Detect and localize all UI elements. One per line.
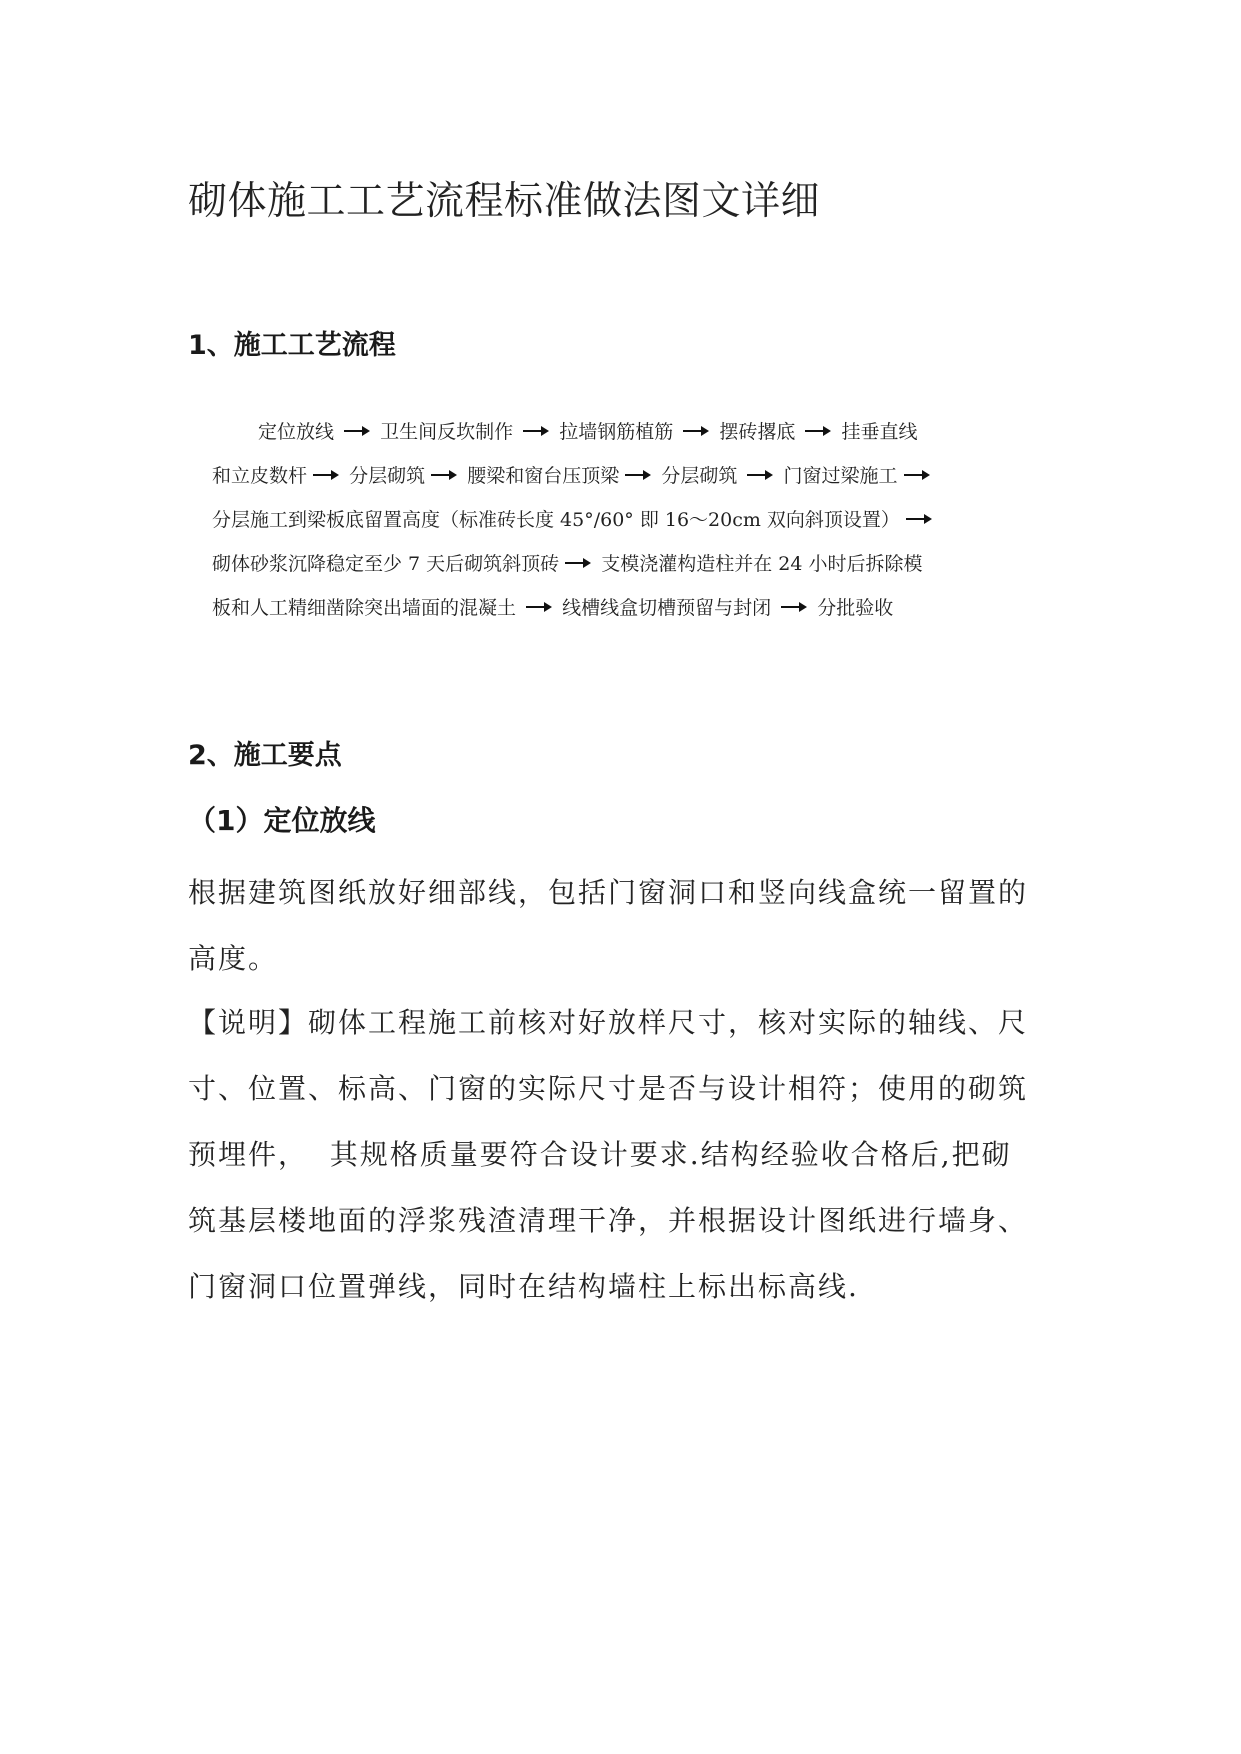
flow-step: 分批验收: [817, 597, 894, 619]
flow-step: 摆砖撂底: [719, 421, 796, 443]
flow-step: 分层施工到梁板底留置高度（标准砖长度 45°/60° 即 16～20cm 双向斜顶设置）: [212, 509, 900, 531]
right-arrow-icon: [313, 470, 339, 480]
right-arrow-icon: [431, 470, 457, 480]
flow-step: 砌体砂浆沉降稳定至少 7 天后砌筑斜顶砖: [212, 553, 560, 575]
flow-step: 板和人工精细凿除突出墙面的混凝土: [212, 597, 517, 619]
right-arrow-icon: [906, 514, 932, 524]
right-arrow-icon: [565, 558, 591, 568]
right-arrow-icon: [805, 426, 831, 436]
right-arrow-icon: [344, 426, 370, 436]
flow-step: 分层砌筑: [661, 465, 738, 487]
flow-step: 和立皮数杆: [212, 465, 308, 487]
flow-step: 线槽线盒切槽预留与封闭: [562, 597, 772, 619]
text-line: 筑基层楼地面的浮浆残渣清理干净，并根据设计图纸进行墙身、: [188, 1204, 1029, 1237]
flow-step: 门窗过梁施工: [783, 465, 898, 487]
flow-step: 腰梁和窗台压顶梁: [467, 465, 620, 487]
right-arrow-icon: [781, 602, 807, 612]
document-title: 砌体施工工艺流程标准做法图文详细: [188, 179, 821, 224]
right-arrow-icon: [683, 426, 709, 436]
flow-line: [212, 454, 1072, 498]
flow-step: 卫生间反坎制作: [380, 421, 514, 443]
section-heading-key-points: 2、施工要点: [188, 740, 342, 771]
flow-line: [212, 410, 1072, 454]
right-arrow-icon: [523, 426, 549, 436]
subsection-heading-positioning: （1）定位放线: [188, 804, 376, 837]
right-arrow-icon: [625, 470, 651, 480]
flow-line: [212, 498, 1072, 542]
flow-step: 分层砌筑: [349, 465, 426, 487]
text-line: 【说明】砌体工程施工前核对好放样尺寸，核对实际的轴线、尺: [188, 1006, 1029, 1039]
right-arrow-icon: [526, 602, 552, 612]
text-line: 高度。: [188, 942, 279, 975]
section-heading-process-flow: 1、施工工艺流程: [188, 330, 396, 361]
process-flow: [212, 410, 1072, 630]
paragraph-explanation: [188, 990, 1058, 1320]
text-line: 门窗洞口位置弹线，同时在结构墙柱上标出标高线.: [188, 1270, 859, 1303]
flow-line: [212, 586, 1072, 630]
flow-step: 拉墙钢筋植筋: [559, 421, 674, 443]
right-arrow-icon: [904, 470, 930, 480]
text-line: 根据建筑图纸放好细部线，包括门窗洞口和竖向线盒统一留置的: [188, 876, 1029, 909]
flow-line: [212, 542, 1072, 586]
flow-step: 定位放线: [258, 421, 335, 443]
right-arrow-icon: [747, 470, 773, 480]
flow-step: 支模浇灌构造柱并在 24 小时后拆除模: [601, 553, 923, 575]
paragraph-positioning: [188, 860, 1058, 992]
flow-step: 挂垂直线: [841, 421, 918, 443]
text-line: 预埋件， 其规格质量要符合设计要求.结构经验收合格后,把砌: [188, 1138, 1012, 1171]
text-line: 寸、位置、标高、门窗的实际尺寸是否与设计相符；使用的砌筑: [188, 1072, 1029, 1105]
